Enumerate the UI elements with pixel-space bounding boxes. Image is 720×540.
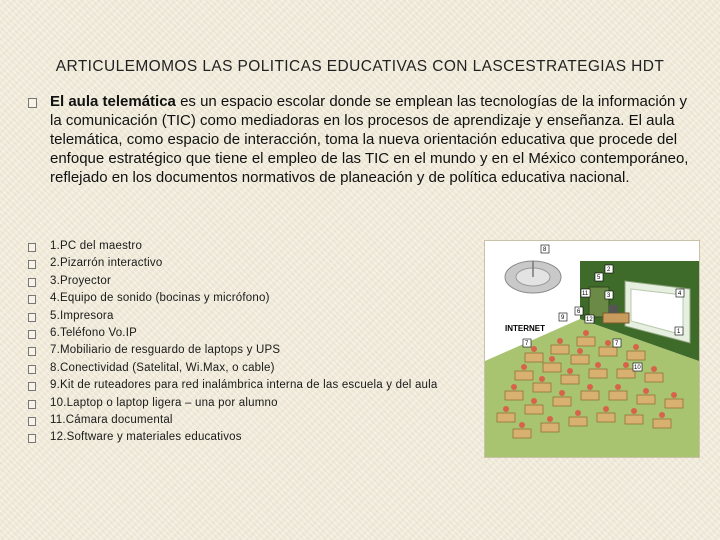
bullet-icon <box>28 243 36 252</box>
bullet-icon <box>28 417 36 426</box>
bullet-icon <box>28 330 36 339</box>
callout-number: 2 <box>607 267 611 273</box>
student <box>575 410 581 416</box>
student <box>577 348 583 354</box>
callout-number: 8 <box>543 247 547 253</box>
student-desk <box>645 373 663 382</box>
callout-number: 1 <box>677 329 681 335</box>
list-item <box>28 360 498 377</box>
student <box>623 362 629 368</box>
student <box>531 346 537 352</box>
student <box>631 408 637 414</box>
student <box>583 330 589 336</box>
student-desk <box>597 413 615 422</box>
equipment-list <box>28 238 498 447</box>
student-desk <box>581 391 599 400</box>
student <box>633 344 639 350</box>
student-desk <box>525 353 543 362</box>
student-desk <box>609 391 627 400</box>
teacher-desk <box>603 313 629 323</box>
list-item-label: 4.Equipo de sonido (bocinas y micrófono) <box>50 292 270 305</box>
list-item-label: 10.Laptop o laptop ligera – una por alumno <box>50 396 278 409</box>
callout-number: 5 <box>597 275 601 281</box>
teacher-pc <box>609 305 618 313</box>
student <box>603 406 609 412</box>
bullet-icon <box>28 295 36 304</box>
bullet-icon <box>28 365 36 374</box>
list-item-label: 12.Software y materiales educativos <box>50 431 242 444</box>
list-item <box>28 238 498 255</box>
student <box>547 416 553 422</box>
student <box>549 356 555 362</box>
student-desk <box>665 399 683 408</box>
list-item-label: 7.Mobiliario de resguardo de laptops y UPS <box>50 344 281 357</box>
list-item-label: 11.Cámara documental <box>50 413 173 426</box>
callout-number: 3 <box>607 293 611 299</box>
student-desk <box>505 391 523 400</box>
intro-text: es un espacio escolar donde se emplean las tecnologías de la información y la comunicación (TIC) como mediadoras en los procesos de aprendizaje y enseñanza. El aula telemática, como espacio de interacción, toma la nueva orientación educativa que procede del enfoque estratégico que tiene el empleo de las TIC en el mundo y en el México contemporáneo, reflejado en los documentos normativos de planeación y de política educativa nacional. <box>50 93 689 186</box>
student <box>643 388 649 394</box>
callout-number: 7 <box>525 341 529 347</box>
list-item <box>28 325 498 342</box>
student <box>511 384 517 390</box>
student-desk <box>599 347 617 356</box>
list-item <box>28 273 498 290</box>
bullet-icon <box>28 260 36 269</box>
list-item <box>28 395 498 412</box>
student <box>659 412 665 418</box>
list-item-label: 1.PC del maestro <box>50 240 143 252</box>
callout-number: 10 <box>634 365 641 371</box>
student-desk <box>525 405 543 414</box>
callout-number: 11 <box>582 291 589 297</box>
student <box>605 340 611 346</box>
student <box>567 368 573 374</box>
student-desk <box>533 383 551 392</box>
student-desk <box>541 423 559 432</box>
list-item <box>28 290 498 307</box>
list-item-label: 9.Kit de ruteadores para red inalámbrica interna de las escuela y del aula <box>50 379 438 392</box>
student <box>595 362 601 368</box>
intro-paragraph <box>50 92 700 187</box>
student-desk <box>653 419 671 428</box>
list-item-label: 5.Impresora <box>50 309 114 322</box>
callout-number: 6 <box>577 309 581 315</box>
callout-number: 9 <box>561 315 565 321</box>
student-desk <box>577 337 595 346</box>
classroom-illustration <box>484 240 700 458</box>
student <box>651 366 657 372</box>
list-item-label: 6.Teléfono Vo.IP <box>50 326 137 339</box>
list-item <box>28 377 498 394</box>
student-desk <box>625 415 643 424</box>
list-item <box>28 342 498 359</box>
list-item <box>28 412 498 429</box>
student-desk <box>515 371 533 380</box>
student <box>539 376 545 382</box>
list-item <box>28 429 498 446</box>
student-desk <box>497 413 515 422</box>
list-item-label: 8.Conectividad (Satelital, Wi.Max, o cable) <box>50 361 275 374</box>
list-item <box>28 255 498 272</box>
student <box>557 338 563 344</box>
list-item <box>28 308 498 325</box>
callout-number: 4 <box>678 291 682 297</box>
student-desk <box>627 351 645 360</box>
student-desk <box>543 363 561 372</box>
student-desk <box>589 369 607 378</box>
callout-number: 7 <box>615 341 619 347</box>
student-desk <box>571 355 589 364</box>
student <box>671 392 677 398</box>
student-desk <box>617 369 635 378</box>
bullet-icon <box>28 98 37 108</box>
bullet-icon <box>28 278 36 287</box>
student <box>587 384 593 390</box>
bullet-icon <box>28 434 36 443</box>
student-desk <box>553 397 571 406</box>
callout-number: 12 <box>586 317 593 323</box>
student-desk <box>561 375 579 384</box>
student <box>519 422 525 428</box>
classroom-diagram <box>485 241 699 457</box>
student <box>521 364 527 370</box>
student <box>559 390 565 396</box>
student <box>503 406 509 412</box>
list-item-label: 2.Pizarrón interactivo <box>50 257 163 270</box>
student <box>615 384 621 390</box>
student-desk <box>569 417 587 426</box>
slide-title: ARTICULEMOMOS LAS POLITICAS EDUCATIVAS CON LASCESTRATEGIAS HDT <box>55 58 665 75</box>
intro-term: El aula telemática <box>50 93 176 110</box>
student-desk <box>637 395 655 404</box>
student-desk <box>513 429 531 438</box>
internet-label: INTERNET <box>505 324 545 333</box>
bullet-icon <box>28 382 36 391</box>
student-desk <box>551 345 569 354</box>
list-item-label: 3.Proyector <box>50 274 112 287</box>
bullet-icon <box>28 347 36 356</box>
bullet-icon <box>28 313 36 322</box>
student <box>531 398 537 404</box>
bullet-icon <box>28 400 36 409</box>
